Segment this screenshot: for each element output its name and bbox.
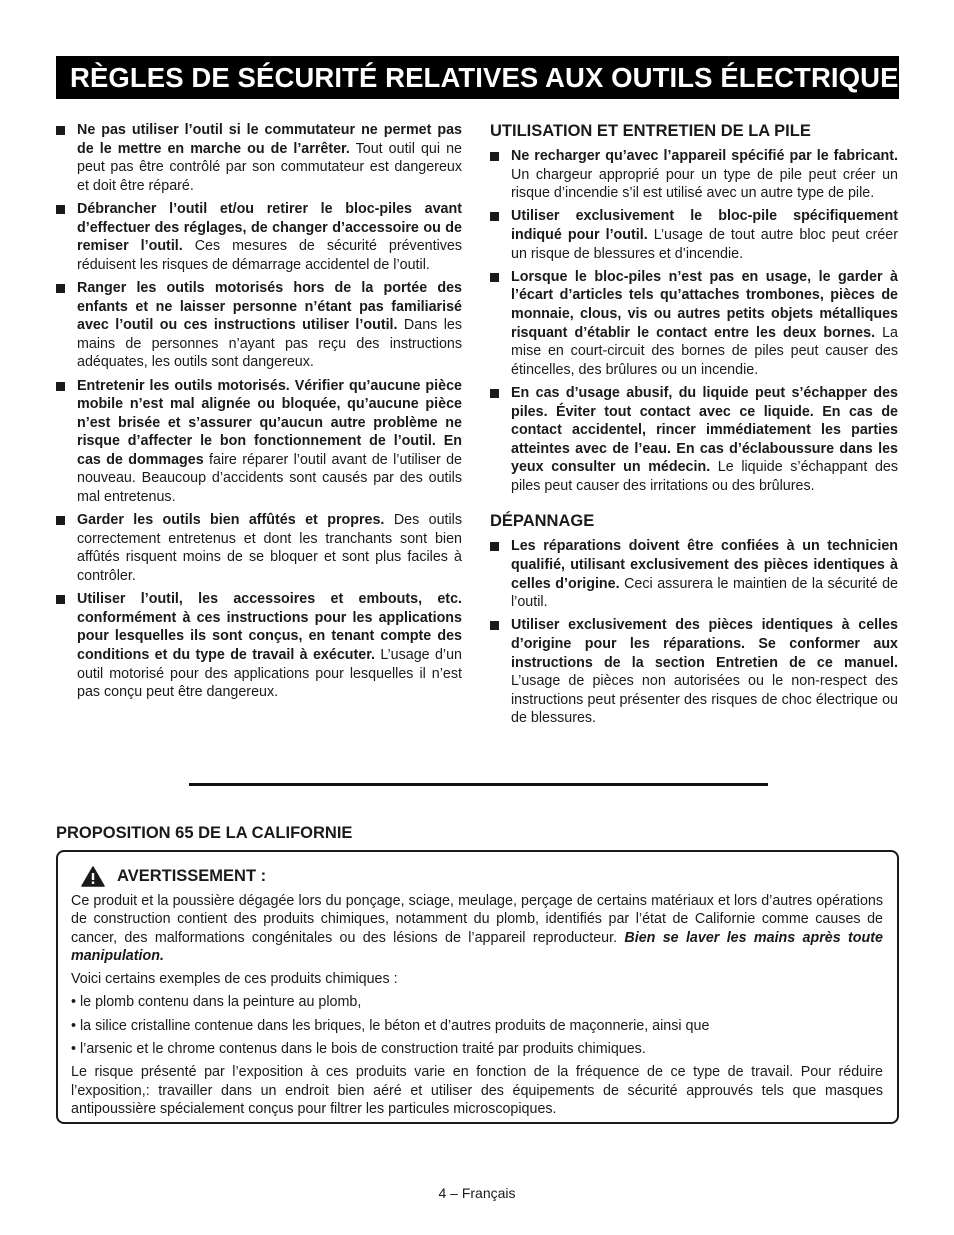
list-item [490, 616, 898, 728]
bullet-text: Un chargeur approprié pour un type de pile peut créer un risque d’incendie s’il est utilisé avec un autre type de pile. [511, 166, 898, 202]
repair-bullet-list [490, 537, 898, 728]
warning-closing: Le risque présenté par l’exposition à ces produits varie en fonction de la fréquence de ce type de travail. Pour réduire l’exposition,: travailler dans un endroit bien aéré et utiliser des équipements de sécurité approuvés tels que masques antipoussière spécialement conçus pour filtrer les particules microscopiques. [71, 1064, 883, 1117]
section-divider [189, 783, 768, 786]
bullet-bold-text: Garder les outils bien affûtés et propres. [77, 512, 385, 529]
bullet-bold-text: Débrancher l’outil et/ou retirer le bloc-piles avant d’effectuer des réglages, de changer d’accessoire ou de remiser l’outil. [77, 200, 462, 255]
bullet-bold-text: Ne pas utiliser l’outil si le commutateur ne permet pas de le mettre en marche ou de l’arrêter. [77, 122, 462, 157]
example-item: • l’arsenic et le chrome contenus dans le bois de construction traité par produits chimiques. [71, 1041, 646, 1058]
list-item [56, 590, 462, 702]
bullet-text: La mise en court-circuit des bornes de piles peut causer des étincelles, des brûlures ou un incendie. [511, 324, 899, 378]
list-item [56, 377, 462, 507]
list-item [56, 121, 462, 195]
prop65-heading: PROPOSITION 65 DE LA CALIFORNIE [56, 824, 353, 842]
prop65-warning-box [56, 850, 899, 1124]
battery-section-heading: UTILISATION ET ENTRETIEN DE LA PILE [490, 122, 811, 140]
warning-intro-text: Ce produit et la poussière dégagée lors du ponçage, sciage, meulage, perçage de certains matériaux et lors d’autres opérations de construction contient des produits chimiques, notamment du plomb, identifiés par l’état de Californie comme causes de cancer, des malformations congénitales ou des lésions de l’appareil reproducteur. [71, 893, 883, 946]
bullet-text: Le liquide s’échappant des piles peut causer des irritations ou des brûlures. [511, 459, 899, 494]
bullet-bold-text: Ranger les outils motorisés hors de la portée des enfants et ne laisser personne n’étant pas familiarisé avec l’outil ou ces instructions utiliser l’outil. [77, 279, 462, 334]
examples-intro: Voici certains exemples de ces produits chimiques : [71, 971, 398, 988]
bullet-text: faire réparer l’outil avant de l’utiliser de nouveau. Beaucoup d’accidents sont causés par des outils mal entretenus. [77, 451, 462, 506]
bullet-text: L’usage d’un outil motorisé pour des applications pour lesquelles il n’est pas conçu peut être dangereux. [77, 647, 462, 701]
bullet-text: Tout outil qui ne peut pas être contrôlé par son commutateur est dangereux et doit être réparé. [77, 140, 462, 194]
example-item: • la silice cristalline contenue dans les briques, le béton et d’autres produits de maçonnerie, ainsi que [71, 1017, 710, 1034]
bullet-text: Dans les mains de personnes n’ayant pas reçu des instructions adéquates, les outils sont dangereux. [77, 317, 462, 371]
list-item [56, 511, 462, 585]
bullet-bold-text: Ne recharger qu’avec l’appareil spécifié par le fabricant. [511, 148, 898, 164]
bullet-bold-text: Les réparations doivent être confiées à un technicien qualifié, utilisant exclusivement des pièces identiques à celles d’origine. [511, 538, 898, 592]
list-item [56, 200, 462, 274]
warning-intro [71, 892, 883, 965]
page-footer: 4 – Français [438, 1185, 516, 1201]
right-column [490, 121, 898, 733]
bullet-text: Ceci assurera le maintien de la sécurité de l’outil. [511, 575, 898, 611]
bullet-bold-text: Utiliser l’outil, les accessoires et embouts, etc. conformément à ces instructions pour les applications pour lesquelles ils sont conçus, en tenant compte des conditions et du type de travail à exécuter. [77, 591, 462, 663]
bullet-text: Ces mesures de sécurité préventives réduisent les risques de démarrage accidentel de l’outil. [77, 238, 462, 273]
bullet-bold-text: Lorsque le bloc-piles n’est pas en usage, le garder à l’écart d’articles tels qu’attaches trombones, pièces de monnaie, clous, vis ou autres petits objets métalliques risquant d’établir le contact entre les deux bornes. [511, 268, 898, 341]
battery-bullet-list [490, 147, 898, 495]
bullet-text: Des outils correctement entretenus et dont les tranchants sont bien affûtés risquent moins de se bloquer et sont plus faciles à contrôler. [77, 512, 463, 585]
warning-title: AVERTISSEMENT : [117, 866, 267, 885]
bullet-bold-text: Utiliser exclusivement le bloc-pile spécifiquement indiqué pour l’outil. [511, 208, 898, 243]
list-item [490, 268, 898, 380]
bullet-bold-text: En cas d’usage abusif, du liquide peut s’échapper des piles. Éviter tout contact avec ce liquide. En cas de contact accidentel, rincer immédiatement les parties atteintes avec de l’eau. En cas d’éclaboussure dans les yeux consulter un médecin. [511, 384, 898, 476]
bullet-bold-text: Utiliser exclusivement des pièces identiques à celles d’origine pour les réparations. Se conformer aux instructions de la section Entretien de ce manuel. [511, 617, 898, 671]
bullet-text: L’usage de pièces non autorisées ou le non-respect des instructions peut présenter des risques de choc électrique ou de blessures. [511, 673, 898, 727]
warning-emphasis: Bien se laver les mains après toute manipulation. [71, 929, 883, 964]
warning-triangle-icon [81, 866, 105, 887]
page-title: RÈGLES DE SÉCURITÉ RELATIVES AUX OUTILS ÉLECTRIQUES [56, 56, 899, 99]
repair-section-heading: DÉPANNAGE [490, 512, 595, 531]
list-item [56, 279, 462, 372]
list-item [490, 207, 898, 263]
list-item [490, 384, 898, 496]
left-bullet-list [56, 121, 462, 702]
example-item: • le plomb contenu dans la peinture au plomb, [71, 994, 362, 1011]
bullet-bold-text: Entretenir les outils motorisés. Vérifier qu’aucune pièce mobile n’est mal alignée ou bloquée, qu’aucune pièce n’est brisée et s’assurer qu’aucun autre problème ne risque d’affecter le bon fonctionnement de l’outil. En cas de dommages [77, 377, 462, 468]
list-item [490, 147, 898, 203]
list-item [490, 537, 898, 611]
bullet-text: L’usage de tout autre bloc peut créer un risque de blessures et d’incendie. [511, 226, 899, 262]
warning-title-row [71, 864, 883, 888]
left-column [56, 121, 462, 706]
